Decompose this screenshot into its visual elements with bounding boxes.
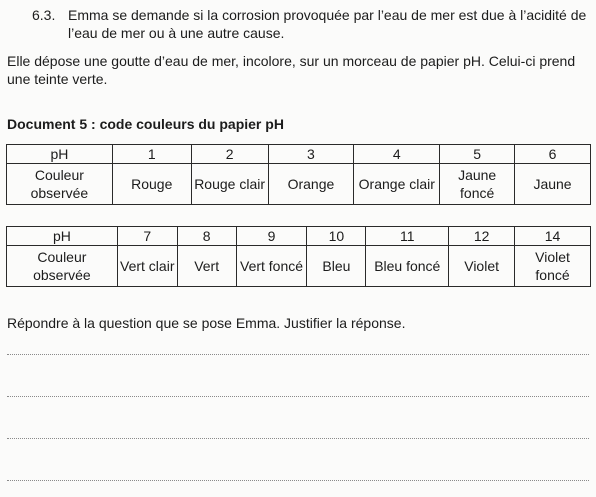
color-cell: Orange — [268, 164, 354, 205]
ph-cell: 14 — [515, 227, 591, 246]
color-cell: Rouge — [112, 164, 191, 205]
ph-color-table-1 — [6, 144, 591, 205]
answer-line[interactable] — [7, 438, 589, 439]
ph-color-table-2 — [6, 226, 591, 287]
color-row-label: Couleur observée — [7, 246, 118, 287]
color-cell: Violet — [449, 246, 515, 287]
ph-cell: 1 — [112, 145, 191, 164]
answer-prompt: Répondre à la question que se pose Emma. Justifier la réponse. — [7, 315, 406, 331]
ph-cell: 9 — [236, 227, 307, 246]
ph-cell: 4 — [354, 145, 440, 164]
color-row — [7, 246, 591, 287]
color-cell: Bleu — [307, 246, 366, 287]
ph-cell: 3 — [268, 145, 354, 164]
ph-cell: 7 — [117, 227, 177, 246]
color-cell: Jaune foncé — [440, 164, 515, 205]
ph-cell: 10 — [307, 227, 366, 246]
answer-line[interactable] — [7, 354, 589, 355]
color-row — [7, 164, 591, 205]
question-text: Emma se demande si la corrosion provoquée par l’eau de mer est due à l’acidité de l’eau de mer ou à une autre cause. — [68, 7, 587, 41]
color-cell: Vert foncé — [236, 246, 307, 287]
ph-row — [7, 227, 591, 246]
intro-text: Elle dépose une goutte d’eau de mer, incolore, sur un morceau de papier pH. Celui-ci prend une teinte verte. — [7, 53, 576, 87]
answer-line[interactable] — [7, 396, 589, 397]
color-cell: Vert clair — [117, 246, 177, 287]
ph-row-label: pH — [7, 227, 118, 246]
color-row-label: Couleur observée — [7, 164, 113, 205]
color-cell: Jaune — [515, 164, 591, 205]
color-cell: Bleu foncé — [366, 246, 449, 287]
ph-cell: 11 — [366, 227, 449, 246]
ph-row-label: pH — [7, 145, 113, 164]
color-cell: Vert — [177, 246, 236, 287]
question-number: 6.3. — [32, 7, 56, 23]
color-cell: Violet foncé — [515, 246, 591, 287]
document-title: Document 5 : code couleurs du papier pH — [7, 116, 284, 132]
ph-cell: 6 — [515, 145, 591, 164]
color-cell: Rouge clair — [191, 164, 268, 205]
color-cell: Orange clair — [354, 164, 440, 205]
ph-cell: 12 — [449, 227, 515, 246]
ph-cell: 8 — [177, 227, 236, 246]
answer-line[interactable] — [7, 480, 589, 481]
ph-cell: 2 — [191, 145, 268, 164]
ph-row — [7, 145, 591, 164]
ph-cell: 5 — [440, 145, 515, 164]
